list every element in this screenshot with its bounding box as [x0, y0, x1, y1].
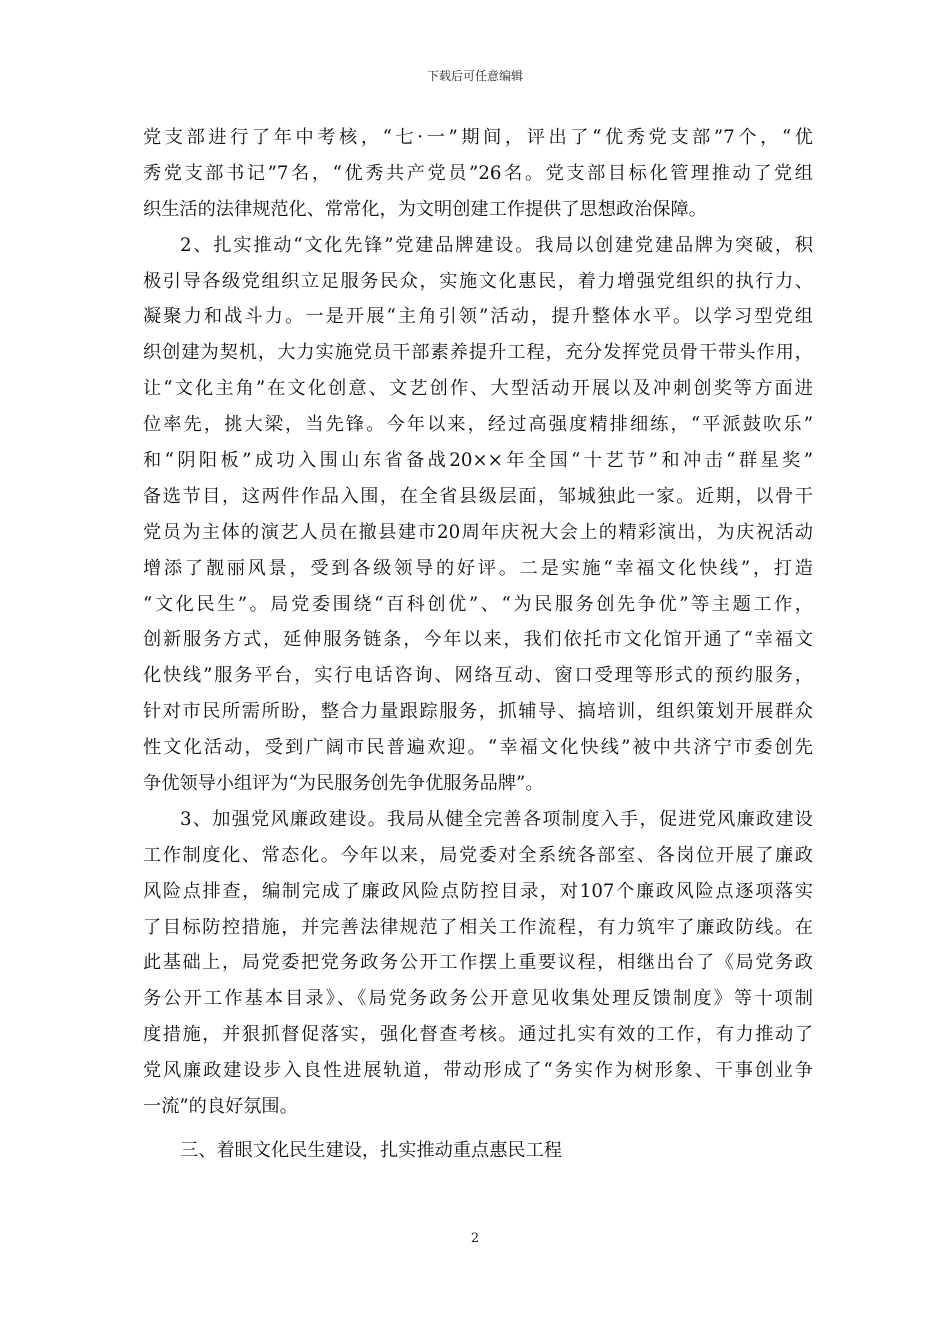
document-body: [143, 120, 813, 1169]
text-line: 增添了靓丽风景，受到各级领导的好评。二是实施“幸福文化快线”，打造: [143, 557, 813, 579]
text-line: “文化民生”。局党委围绕“百科创优”、“为民服务创先争优”等主题工作，: [143, 593, 813, 615]
text-line: 极引导各级党组织立足服务民众，实施文化惠民，着力增强党组织的执行力、: [143, 270, 813, 292]
text-line: 针对市民所需所盼，整合力量跟踪服务，抓辅导、搞培训，组织策划开展群众: [143, 701, 813, 723]
text-line: 务公开工作基本目录》、《局党务政务公开意见收集处理反馈制度》等十项制: [143, 988, 813, 1010]
text-line: 党支部进行了年中考核，“七·一”期间，评出了“优秀党支部”7个，“优: [143, 127, 813, 148]
text-line: 织创建为契机，大力实施党员干部素养提升工程，充分发挥党员骨干带头作用，: [143, 342, 813, 364]
text-line: 织生活的法律规范化、常常化，为文明创建工作提供了思想政治保障。: [143, 198, 707, 220]
text-line: 秀党支部书记”7名，“优秀共产党员”26名。党支部目标化管理推动了党组: [143, 162, 813, 184]
text-line: 党风廉政建设步入良性进展轨道，带动形成了“务实作为树形象、干事创业争: [143, 1060, 813, 1082]
text-line: 风险点排查，编制完成了廉政风险点防控目录，对107个廉政风险点逐项落实: [143, 880, 813, 902]
text-line: 3、加强党风廉政建设。我局从健全完善各项制度入手，促进党风廉政建设: [180, 808, 813, 830]
text-line: 三、着眼文化民生建设，扎实推动重点惠民工程: [180, 1139, 562, 1161]
text-line: 工作制度化、常态化。今年以来，局党委对全系统各部室、各岗位开展了廉政: [143, 844, 813, 866]
text-line: 创新服务方式，延伸服务链条，今年以来，我们依托市文化馆开通了“幸福文: [143, 629, 813, 651]
text-line: 性文化活动，受到广阔市民普遍欢迎。“幸福文化快线”被中共济宁市委创先: [143, 737, 813, 759]
text-line: 化快线”服务平台，实行电话咨询、网络互动、窗口受理等形式的预约服务，: [143, 665, 813, 687]
text-line: 一流”的良好氛围。: [143, 1096, 298, 1118]
page-number: 2: [470, 1231, 480, 1246]
paragraph: [143, 228, 813, 802]
text-line: 度措施，并狠抓督促落实，强化督查考核。通过扎实有效的工作，有力推动了: [143, 1024, 813, 1046]
paragraph: [143, 802, 813, 1125]
text-line: 位率先，挑大梁，当先锋。今年以来，经过高强度精排细练，“平派鼓吹乐”: [143, 414, 813, 436]
text-line: 备选节目，这两件作品入围，在全省县级层面，邹城独此一家。近期，以骨干: [143, 485, 813, 507]
text-line: 2、扎实推动“文化先锋”党建品牌建设。我局以创建党建品牌为突破，积: [180, 234, 813, 256]
section-gap: [143, 1125, 813, 1133]
text-line: 让“文化主角”在文化创意、文艺创作、大型活动开展以及冲刺创奖等方面进: [143, 378, 813, 400]
page-header: 下载后可任意编辑: [426, 69, 523, 83]
paragraph: [143, 1133, 813, 1169]
text-line: 争优领导小组评为“为民服务创先争优服务品牌”。: [143, 773, 544, 795]
text-line: 此基础上，局党委把党务政务公开工作摆上重要议程，相继出台了《局党务政: [143, 952, 813, 974]
text-line: 和“阴阳板”成功入围山东省备战20××年全国“十艺节”和冲击“群星奖”: [143, 450, 813, 472]
text-line: 党员为主体的演艺人员在撤县建市20周年庆祝大会上的精彩演出，为庆祝活动: [143, 521, 813, 543]
text-line: 凝聚力和战斗力。一是开展“主角引领”活动，提升整体水平。以学习型党组: [143, 306, 813, 328]
paragraph: [143, 120, 813, 228]
text-line: 了目标防控措施，并完善法律规范了相关工作流程，有力筑牢了廉政防线。在: [143, 916, 813, 938]
